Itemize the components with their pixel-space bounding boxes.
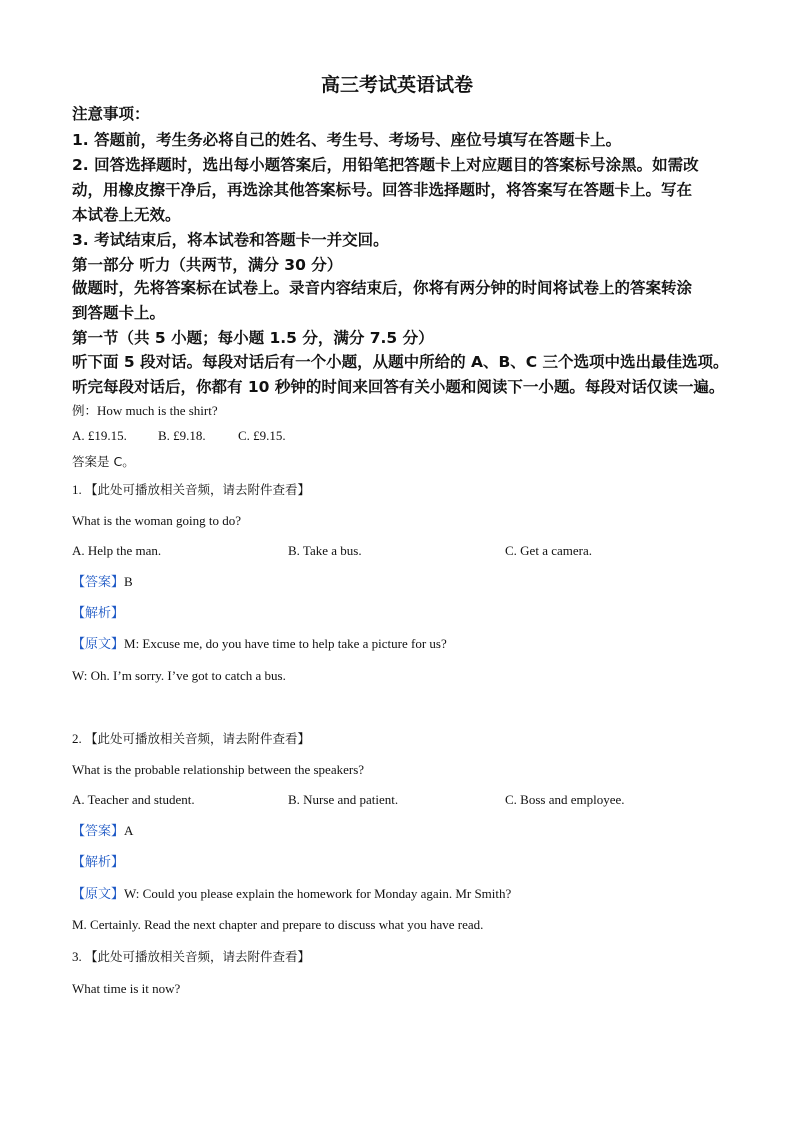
question-1-header bbox=[72, 482, 310, 498]
section1-instruction-line-2: 听完每段对话后，你都有 10 秒钟的时间来回答有关小题和阅读下一小题。每段对话仅读一遍。 bbox=[72, 378, 725, 396]
question-2-analysis bbox=[72, 854, 124, 871]
example-answer: 答案是 C。 bbox=[72, 454, 135, 469]
analysis-tag: 【解析】 bbox=[72, 855, 125, 870]
question-1-original-line-2: W: Oh. I’m sorry. I’ve got to catch a bus. bbox=[72, 668, 286, 683]
question-2-header bbox=[72, 731, 310, 747]
example-option-a: A. £19.15. bbox=[72, 428, 127, 443]
question-1-option-c: C. Get a camera. bbox=[505, 543, 592, 558]
question-2-number: 2. bbox=[72, 731, 82, 746]
notice-heading: 注意事项： bbox=[72, 105, 150, 123]
section1-heading: 第一节（共 5 小题；每小题 1.5 分，满分 7.5 分） bbox=[72, 329, 434, 347]
question-1-option-a: A. Help the man. bbox=[72, 543, 162, 558]
question-3-text: What time is it now? bbox=[72, 981, 181, 996]
audio-note[interactable]: 【此处可播放相关音频，请去附件查看】 bbox=[85, 731, 311, 746]
example-line bbox=[72, 403, 218, 419]
question-2-original-line-2: M. Certainly. Read the next chapter and prepare to discuss what you have read. bbox=[72, 917, 484, 932]
analysis-tag: 【解析】 bbox=[72, 606, 125, 621]
original-tag: 【原文】 bbox=[72, 887, 125, 902]
question-1-number: 1. bbox=[72, 482, 82, 497]
question-1-analysis bbox=[72, 605, 124, 622]
answer-tag: 【答案】 bbox=[72, 824, 125, 839]
notice-item-1: 1. 答题前，考生务必将自己的姓名、考生号、考场号、座位号填写在答题卡上。 bbox=[72, 131, 622, 149]
question-2-option-c: C. Boss and employee. bbox=[505, 792, 625, 807]
section1-instruction-line-1: 听下面 5 段对话。每段对话后有一个小题，从题中所给的 A、B、C 三个选项中选出最佳选项。 bbox=[72, 353, 729, 371]
question-3-number: 3. bbox=[72, 949, 82, 964]
question-1-original-line-1: 【原文】M: Excuse me, do you have time to help take a picture for us? bbox=[72, 636, 447, 652]
notice-item-2-line-3: 本试卷上无效。 bbox=[72, 206, 181, 224]
answer-value: A bbox=[124, 823, 134, 838]
audio-note[interactable]: 【此处可播放相关音频，请去附件查看】 bbox=[85, 949, 311, 964]
example-option-c: C. £9.15. bbox=[238, 428, 286, 443]
question-2-original-line-1: 【原文】W: Could you please explain the homework for Monday again. Mr Smith? bbox=[72, 886, 512, 902]
question-2-option-b: B. Nurse and patient. bbox=[288, 792, 399, 807]
question-3-header bbox=[72, 949, 310, 965]
question-2-answer bbox=[72, 823, 133, 840]
answer-value: B bbox=[124, 574, 133, 589]
example-option-b: B. £9.18. bbox=[158, 428, 206, 443]
part1-instruction-line-1: 做题时，先将答案标在试卷上。录音内容结束后，你将有两分钟的时间将试卷上的答案转涂 bbox=[72, 279, 693, 297]
audio-note[interactable]: 【此处可播放相关音频，请去附件查看】 bbox=[85, 482, 311, 497]
part1-instruction-line-2: 到答题卡上。 bbox=[72, 304, 166, 322]
page-title: 高三考试英语试卷 bbox=[320, 74, 473, 96]
notice-item-2-line-1: 2. 回答选择题时，选出每小题答案后，用铅笔把答题卡上对应题目的答案标号涂黑。如需改 bbox=[72, 156, 699, 174]
notice-item-2-line-2: 动，用橡皮擦干净后，再选涂其他答案标号。回答非选择题时，将答案写在答题卡上。写在 bbox=[72, 181, 693, 199]
question-2-text: What is the probable relationship between the speakers? bbox=[72, 762, 365, 777]
question-1-text: What is the woman going to do? bbox=[72, 513, 241, 528]
question-2-option-a: A. Teacher and student. bbox=[72, 792, 195, 807]
example-prefix: 例： bbox=[72, 403, 98, 418]
answer-tag: 【答案】 bbox=[72, 575, 125, 590]
part1-heading: 第一部分 听力（共两节，满分 30 分） bbox=[72, 256, 343, 274]
question-1-answer bbox=[72, 574, 133, 591]
example-question: How much is the shirt? bbox=[97, 403, 218, 418]
question-1-option-b: B. Take a bus. bbox=[288, 543, 362, 558]
notice-item-3: 3. 考试结束后，将本试卷和答题卡一并交回。 bbox=[72, 231, 389, 249]
original-tag: 【原文】 bbox=[72, 637, 125, 652]
